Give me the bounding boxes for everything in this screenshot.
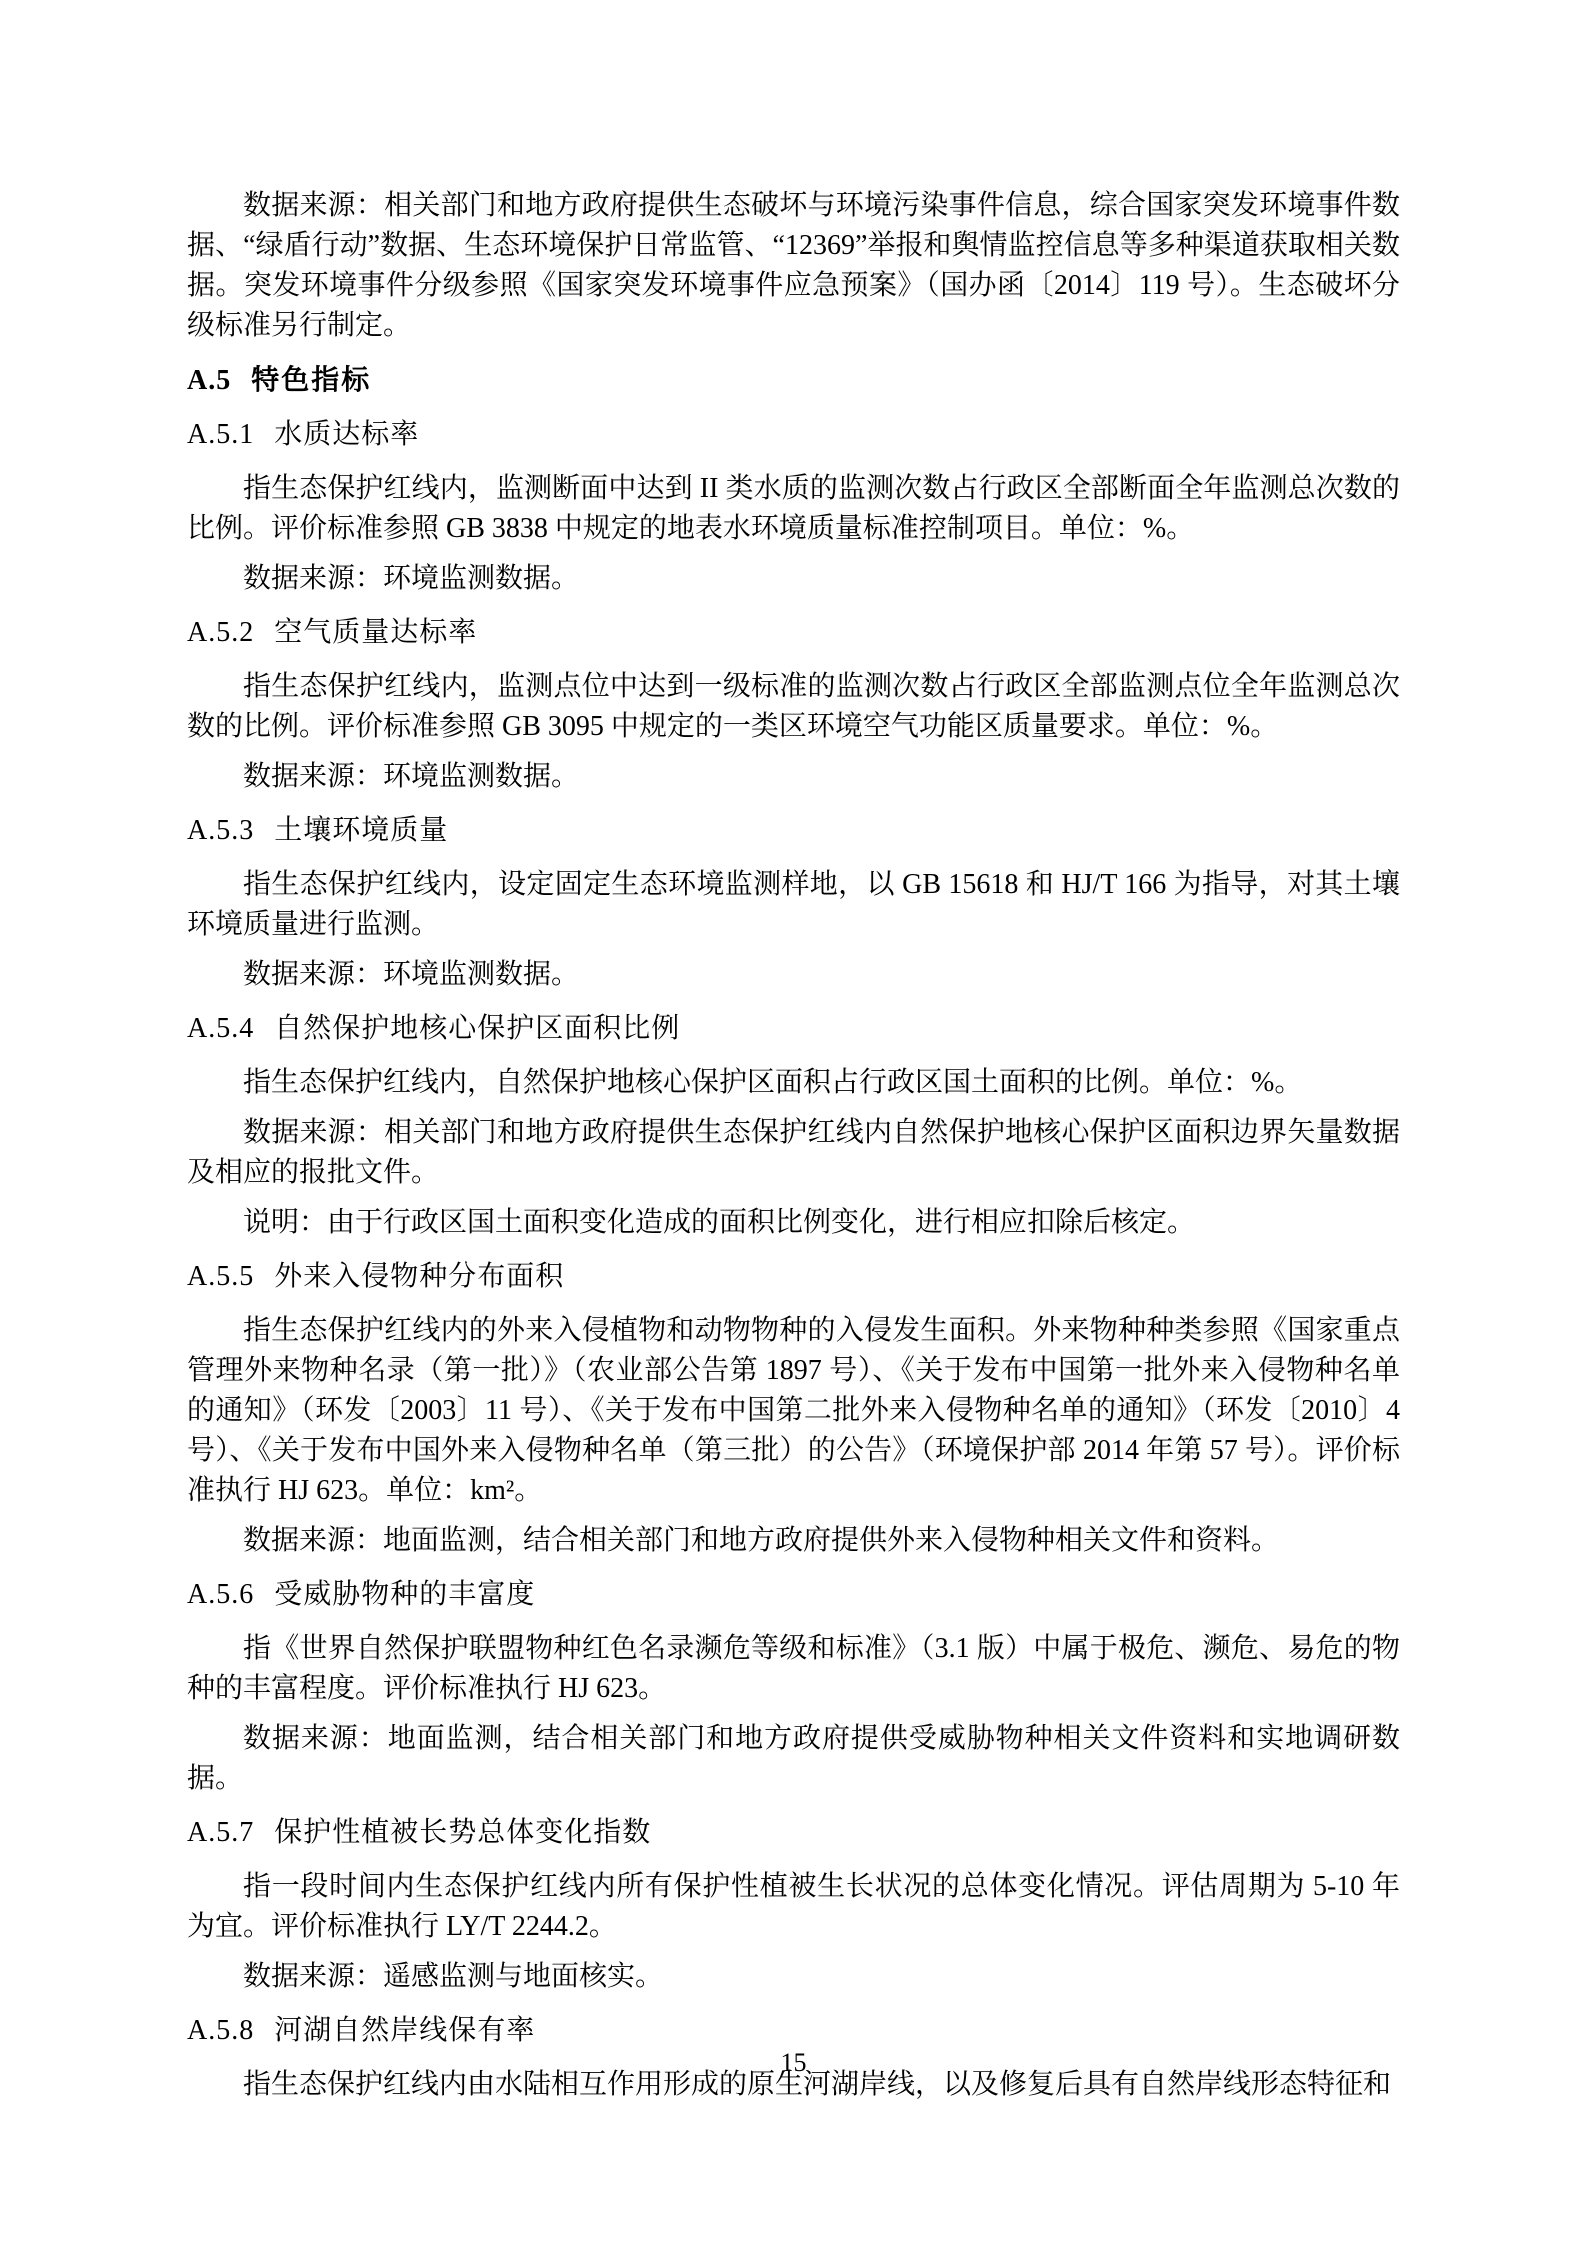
section-number: A.5.6 — [187, 1579, 255, 1610]
body-paragraph: 指生态保护红线内由水陆相互作用形成的原生河湖岸线，以及修复后具有自然岸线形态特征和 — [243, 2069, 1392, 2100]
body-paragraph: 数据来源：相关部门和地方政府提供生态破坏与环境污染事件信息，综合国家突发环境事件数据、“绿盾行动”数据、生态环境保护日常监管、“12369”举报和舆情监控信息等多种渠道获取相关数据。突发环境事件分级参照《国家突发环境事件应急预案》（国办函〔2014〕119 号）。生态破坏分级标准另行制定。 — [187, 190, 1400, 341]
body-paragraph: 指生态保护红线内的外来入侵植物和动物物种的入侵发生面积。外来物种种类参照《国家重点管理外来物种名录（第一批）》（农业部公告第 1897 号）、《关于发布中国第一批外来入侵物种名单的通知》（环发〔2003〕11 号）、《关于发布中国第二批外来入侵物种名单的通知》（环发〔2010〕4 号）、《关于发布中国外来入侵物种名单（第三批）的公告》（环境保护部 2014 年第 57 号）。评价标准执行 HJ 623。单位：km²。 — [187, 1315, 1400, 1506]
body-paragraph: 数据来源：遥感监测与地面核实。 — [243, 1961, 664, 1992]
clause-heading — [187, 360, 1400, 401]
body-paragraph: 数据来源：环境监测数据。 — [243, 563, 580, 594]
section-title: 河湖自然岸线保有率 — [274, 2015, 536, 2046]
section-number: A.5 — [187, 365, 232, 396]
body-paragraph: 指生态保护红线内，监测点位中达到一级标准的监测次数占行政区全部监测点位全年监测总次数的比例。评价标准参照 GB 3095 中规定的一类区环境空气功能区质量要求。单位：%。 — [187, 671, 1400, 742]
section-number: A.5.4 — [187, 1013, 255, 1044]
body-paragraph: 指一段时间内生态保护红线内所有保护性植被生长状况的总体变化情况。评估周期为 5-10 年为宜。评价标准执行 LY/T 2244.2。 — [187, 1871, 1400, 1942]
subclause-heading — [187, 415, 1400, 455]
subclause-heading — [187, 811, 1400, 851]
body-paragraph: 数据来源：地面监测，结合相关部门和地方政府提供受威胁物种相关文件资料和实地调研数据。 — [187, 1723, 1400, 1794]
body-paragraph: 说明：由于行政区国土面积变化造成的面积比例变化，进行相应扣除后核定。 — [243, 1207, 1196, 1238]
section-number: A.5.2 — [187, 617, 255, 648]
page-content — [187, 186, 1400, 2115]
section-title: 土壤环境质量 — [274, 815, 449, 846]
body-paragraph: 指《世界自然保护联盟物种红色名录濒危等级和标准》（3.1 版）中属于极危、濒危、易危的物种的丰富程度。评价标准执行 HJ 623。 — [187, 1633, 1400, 1704]
body-paragraph: 指生态保护红线内，自然保护地核心保护区面积占行政区国土面积的比例。单位：%。 — [243, 1067, 1303, 1098]
page-number: 15 — [780, 2048, 807, 2077]
subclause-heading — [187, 613, 1400, 653]
section-title: 空气质量达标率 — [274, 617, 478, 648]
body-paragraph: 数据来源：环境监测数据。 — [243, 959, 580, 990]
section-title: 特色指标 — [251, 364, 372, 395]
subclause-heading — [187, 1813, 1400, 1853]
section-number: A.5.8 — [187, 2015, 255, 2046]
section-title: 外来入侵物种分布面积 — [274, 1261, 565, 1292]
subclause-heading — [187, 1009, 1400, 1049]
subclause-heading — [187, 1257, 1400, 1297]
body-paragraph: 指生态保护红线内，监测断面中达到 II 类水质的监测次数占行政区全部断面全年监测总次数的比例。评价标准参照 GB 3838 中规定的地表水环境质量标准控制项目。单位：%。 — [187, 473, 1400, 544]
section-title: 受威胁物种的丰富度 — [274, 1579, 536, 1610]
section-number: A.5.3 — [187, 815, 255, 846]
section-number: A.5.1 — [187, 419, 255, 450]
section-number: A.5.5 — [187, 1261, 255, 1292]
section-title: 保护性植被长势总体变化指数 — [274, 1817, 652, 1848]
subclause-heading — [187, 2011, 1400, 2051]
body-paragraph: 数据来源：相关部门和地方政府提供生态保护红线内自然保护地核心保护区面积边界矢量数据及相应的报批文件。 — [187, 1117, 1400, 1188]
body-paragraph: 数据来源：地面监测，结合相关部门和地方政府提供外来入侵物种相关文件和资料。 — [243, 1525, 1280, 1556]
section-title: 水质达标率 — [274, 419, 420, 450]
subclause-heading — [187, 1575, 1400, 1615]
body-paragraph: 指生态保护红线内，设定固定生态环境监测样地，以 GB 15618 和 HJ/T 166 为指导，对其土壤环境质量进行监测。 — [187, 869, 1400, 940]
section-number: A.5.7 — [187, 1817, 255, 1848]
body-paragraph: 数据来源：环境监测数据。 — [243, 761, 580, 792]
section-title: 自然保护地核心保护区面积比例 — [274, 1013, 681, 1044]
